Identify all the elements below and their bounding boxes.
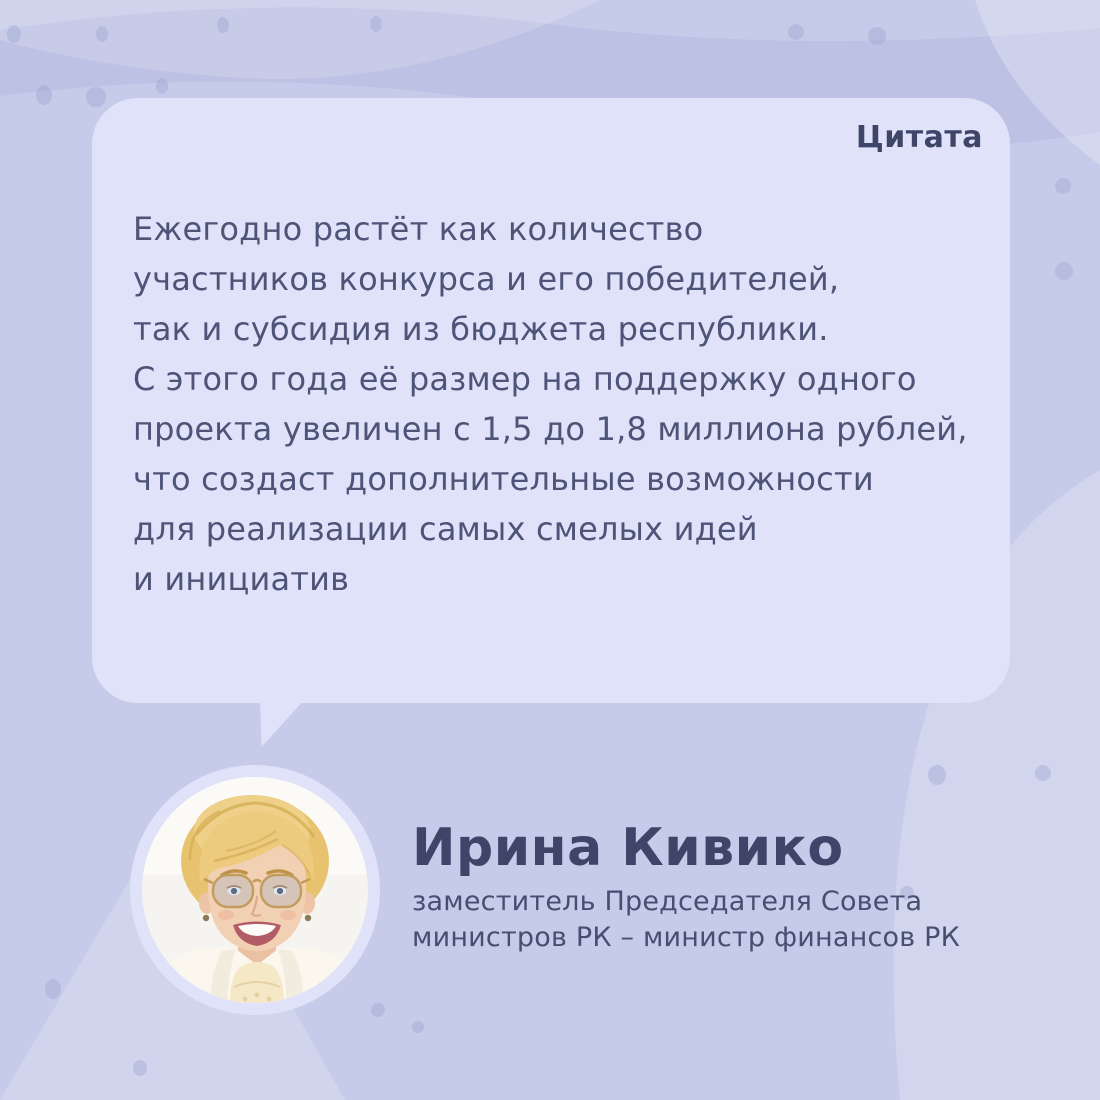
quote-line: участников конкурса и его победителей, — [133, 260, 840, 298]
quote-line: для реализации самых смелых идей — [133, 510, 758, 548]
quote-label: Цитата — [855, 120, 983, 155]
quote-line: Ежегодно растёт как количество — [133, 210, 704, 248]
attribution — [412, 818, 1032, 956]
avatar — [130, 765, 380, 1015]
person-name: Ирина Кивико — [412, 818, 844, 878]
person-role-line: министров РК – министр финансов РК — [412, 922, 960, 953]
quote-line: С этого года её размер на поддержку одного — [133, 360, 917, 398]
quote-line: что создаст дополнительные возможности — [133, 460, 874, 498]
avatar-photo — [130, 765, 380, 1015]
quote-card — [92, 98, 1010, 703]
quote-line: и инициатив — [133, 560, 350, 598]
person-role-line: заместитель Председателя Совета — [412, 886, 923, 917]
person-role — [412, 884, 1032, 956]
quote-line: проекта увеличен с 1,5 до 1,8 миллиона рублей, — [133, 410, 968, 448]
quote-line: так и субсидия из бюджета республики. — [133, 310, 829, 348]
quote-text — [133, 204, 980, 604]
